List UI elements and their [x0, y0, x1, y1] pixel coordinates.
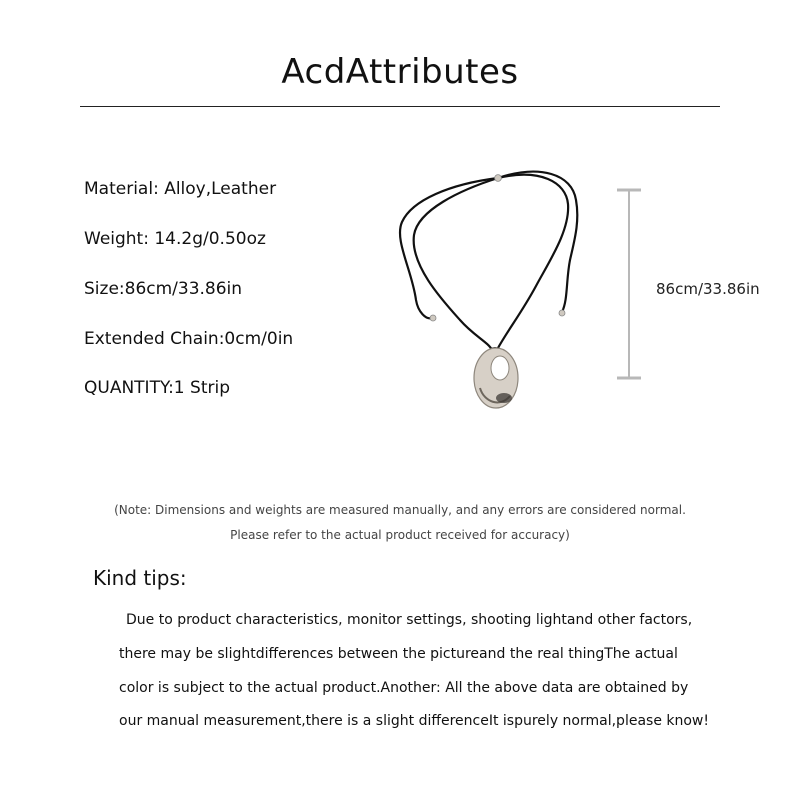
tips-heading: Kind tips: — [93, 566, 187, 590]
cord-right-loop — [498, 175, 568, 348]
page-title: AcdAttributes — [281, 52, 519, 92]
top-bead — [495, 175, 502, 182]
attribute-extended-chain: Extended Chain:0cm/0in — [84, 329, 294, 349]
cord-left-loop — [414, 178, 498, 350]
attribute-weight: Weight: 14.2g/0.50oz — [84, 229, 266, 249]
left-end-bead — [430, 315, 436, 321]
measure-label: 86cm/33.86in — [656, 280, 760, 298]
title-divider — [80, 106, 720, 107]
right-end-bead — [559, 310, 565, 316]
note-line-2: Please refer to the actual product received for accuracy) — [230, 528, 570, 542]
pendant-reflection — [496, 393, 512, 403]
tips-line-2: there may be slightdifferences between the pictureand the real thingThe actual — [119, 646, 678, 662]
attribute-size: Size:86cm/33.86in — [84, 279, 243, 299]
tips-line-3: color is subject to the actual product.Another: All the above data are obtained by — [119, 680, 689, 696]
tips-line-1: Due to product characteristics, monitor settings, shooting lightand other factors, — [126, 612, 693, 628]
tips-line-4: our manual measurement,there is a slight differenceIt ispurely normal,please know! — [119, 713, 709, 729]
note-line-1: (Note: Dimensions and weights are measured manually, and any errors are considered normal. — [114, 503, 686, 517]
attribute-quantity: QUANTITY:1 Strip — [84, 378, 230, 398]
pendant-hole — [491, 356, 509, 380]
attribute-material: Material: Alloy,Leather — [84, 179, 277, 199]
product-image — [390, 160, 590, 410]
measure-bar-svg — [612, 186, 646, 382]
size-measure-bar — [612, 186, 646, 382]
necklace-illustration — [390, 160, 590, 410]
